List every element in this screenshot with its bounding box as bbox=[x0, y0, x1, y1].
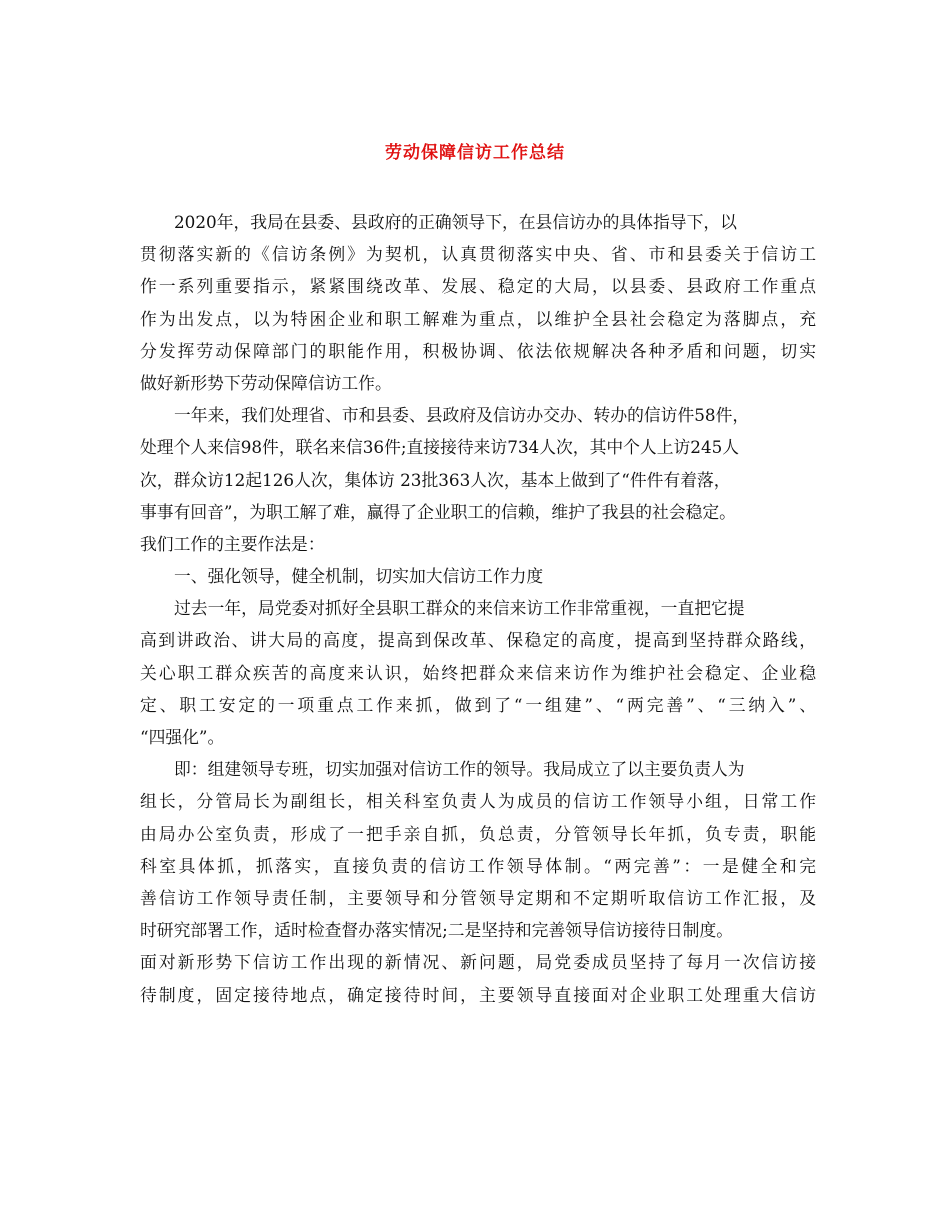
text-line: 次，群众访12起126人次，集体访 23批363人次，基本上做到了“件件有着落， bbox=[140, 469, 731, 490]
text-line: 关心职工群众疾苦的高度来认识，始终把群众来信来访作为维护社会稳定、企业稳 bbox=[140, 662, 816, 683]
text-line: 处理个人来信98件，联名来信36件;直接接待来访734人次，其中个人上访245人 bbox=[140, 437, 740, 458]
text-line: 时研究部署工作，适时检查督办落实情况;二是坚持和完善领导信访接待日制度。 bbox=[140, 920, 734, 941]
text-line: 作一系列重要指示，紧紧围绕改革、发展、稳定的大局，以县委、县政府工作重点 bbox=[140, 276, 816, 297]
text-line: 做好新形势下劳动保障信访工作。 bbox=[140, 372, 392, 393]
text-line: 组长，分管局长为副组长，相关科室负责人为成员的信访工作领导小组，日常工作 bbox=[140, 791, 816, 812]
text-line: 分发挥劳动保障部门的职能作用，积极协调、依法依规解决各种矛盾和问题，切实 bbox=[140, 340, 816, 361]
text-line: 由局办公室负责，形成了一把手亲自抓，负总责，分管领导长年抓，负专责，职能 bbox=[140, 823, 816, 844]
text-line: 2020年，我局在县委、县政府的正确领导下，在县信访办的具体指导下，以 bbox=[174, 212, 737, 232]
text-line: 一年来，我们处理省、市和县委、县政府及信访办交办、转办的信访件58件， bbox=[174, 405, 750, 426]
text-line: 过去一年，局党委对抓好全县职工群众的来信来访工作非常重视，一直把它提 bbox=[174, 598, 745, 619]
document-title: 劳动保障信访工作总结 bbox=[385, 143, 565, 163]
text-line: “四强化”。 bbox=[140, 727, 225, 747]
document-body bbox=[140, 206, 816, 1011]
text-line: 贯彻落实新的《信访条例》为契机，认真贯彻落实中央、省、市和县委关于信访工 bbox=[140, 244, 816, 265]
section-heading: 一、强化领导，健全机制，切实加大信访工作力度 bbox=[174, 566, 544, 587]
text-line: 面对新形势下信访工作出现的新情况、新问题，局党委成员坚持了每月一次信访接 bbox=[140, 952, 816, 973]
text-line: 善信访工作领导责任制，主要领导和分管领导定期和不定期听取信访工作汇报，及 bbox=[140, 887, 816, 908]
text-line: 定、职工安定的一项重点工作来抓，做到了“一组建”、“两完善”、“三纳入”、 bbox=[140, 694, 816, 715]
text-line: 作为出发点，以为特困企业和职工解难为重点，以维护全县社会稳定为落脚点，充 bbox=[140, 308, 816, 329]
text-line: 事事有回音”，为职工解了难，赢得了企业职工的信赖，维护了我县的社会稳定。 bbox=[140, 501, 736, 522]
text-line: 我们工作的主要作法是： bbox=[140, 533, 325, 554]
text-line: 即：组建领导专班，切实加强对信访工作的领导。我局成立了以主要负责人为 bbox=[174, 759, 745, 780]
text-line: 待制度，固定接待地点，确定接待时间，主要领导直接面对企业职工处理重大信访 bbox=[140, 984, 816, 1005]
text-line: 科室具体抓，抓落实，直接负责的信访工作领导体制。“两完善”：一是健全和完 bbox=[140, 855, 816, 876]
text-line: 高到讲政治、讲大局的高度，提高到保改革、保稳定的高度，提高到坚持群众路线， bbox=[140, 630, 816, 651]
